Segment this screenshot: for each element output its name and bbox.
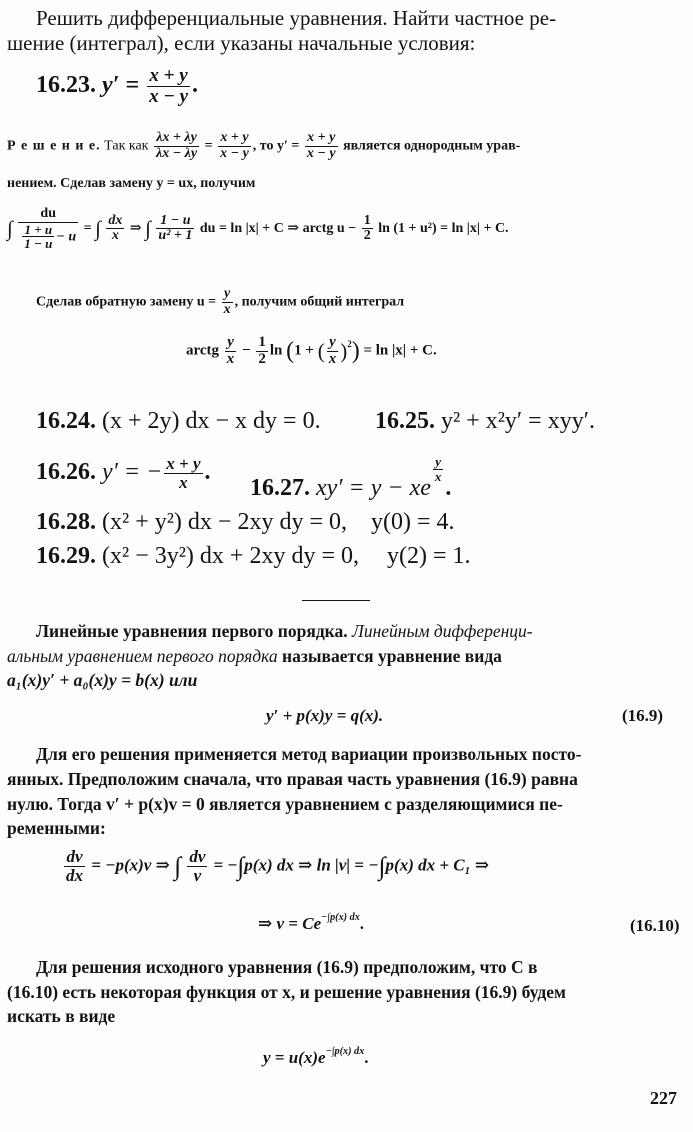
numerator: λx + λy	[154, 131, 199, 147]
problem-number: 16.26.	[36, 458, 96, 485]
equation: (x² + y²) dx − 2xy dy = 0,	[102, 509, 347, 535]
arrow: ⇒	[129, 221, 142, 237]
numerator: x + y	[166, 454, 201, 473]
fraction	[187, 848, 207, 885]
integral-sign: ∫	[7, 216, 13, 241]
page-number: 227	[650, 1088, 677, 1108]
numerator: 1 − u	[156, 214, 194, 230]
exponent: −∫p(x) dx	[325, 1046, 365, 1057]
solution-line-2: нением. Сделав замену y = ux, получим	[7, 176, 256, 191]
denominator: x − y	[149, 85, 189, 107]
numerator: x + y	[147, 66, 190, 87]
text: , получим общий интеграл	[234, 294, 405, 310]
y-solution	[263, 1046, 368, 1068]
back-substitution-line	[36, 287, 404, 317]
para-line-6: (16.10) есть некоторая функция от x, и решение уравнения (16.9) будем	[7, 982, 566, 1002]
intro-line-1: Решить дифференциальные уравнения. Найти частное ре-	[36, 6, 557, 30]
paren-open: (	[286, 337, 295, 364]
problem-16-26	[36, 455, 211, 492]
linear-line-3: a₁(x)y′ + a₀(x)y = b(x) или	[7, 670, 198, 690]
solution-line-1	[7, 131, 520, 161]
equation-number-16-10: (16.10)	[630, 916, 680, 935]
fraction	[154, 131, 199, 161]
fraction	[327, 335, 339, 368]
para-line-2: янных. Предположим сначала, что правая часть уравнения (16.9) равна	[7, 769, 578, 789]
initial-condition: y(0) = 4.	[370, 509, 455, 535]
fraction	[222, 287, 233, 317]
period: .	[204, 458, 211, 485]
equation: (x + 2y) dx − x dy = 0.	[102, 408, 321, 434]
problem-16-25	[375, 408, 595, 435]
period: .	[445, 474, 452, 501]
integral-sign: ∫	[145, 216, 151, 241]
denominator: dx	[66, 865, 83, 885]
integral-sign: ∫	[378, 851, 386, 881]
fraction	[106, 214, 124, 244]
solution-title: Р е ш е н и е.	[7, 138, 101, 154]
period: .	[192, 71, 199, 98]
para-line-4: ременными:	[7, 818, 106, 838]
denominator: x	[328, 350, 337, 367]
solution-text: Так как	[104, 138, 149, 154]
equation-lhs: y′ =	[102, 71, 140, 98]
denominator: x	[111, 228, 119, 244]
fraction	[147, 66, 190, 107]
para-line-3: нулю. Тогда v′ + p(x)v = 0 является уравнением с разделяющимися пе-	[7, 794, 563, 814]
integral-line	[7, 207, 509, 251]
denominator: x	[434, 468, 442, 484]
numerator: 1	[258, 334, 266, 350]
equation: y² + x²y′ = xyy′.	[441, 408, 595, 434]
equation-part: p(x) dx + C₁ ⇒	[385, 855, 490, 875]
problem-16-29	[36, 543, 471, 570]
text: Сделав обратную замену u =	[36, 294, 217, 310]
denominator: x − y	[306, 145, 336, 161]
fraction	[225, 335, 237, 368]
integral-rest: du = ln |x| + C ⇒ arctg u −	[199, 221, 357, 237]
equals: =	[83, 221, 92, 237]
numerator: dx	[108, 212, 123, 228]
equation-part: = −	[213, 855, 238, 875]
exponent-fraction	[433, 455, 444, 483]
ln: ln	[269, 342, 283, 359]
denominator: x − y	[220, 145, 249, 161]
numerator: y	[225, 335, 237, 352]
solution-text: является однородным урав-	[343, 138, 521, 154]
denominator: x	[223, 301, 231, 317]
numerator: x + y	[305, 131, 338, 147]
section-heading: Линейные уравнения первого порядка.	[36, 621, 348, 641]
italic-text: Линейным дифференци-	[352, 621, 533, 641]
para-line-5: Для решения исходного уравнения (16.9) предположим, что C в	[36, 957, 538, 977]
para-line-7: искать в виде	[7, 1006, 116, 1026]
equation: (x² − 3y²) dx + 2xy dy = 0,	[102, 543, 359, 569]
integral-sign: ∫	[95, 216, 101, 241]
numerator: dv	[189, 847, 206, 866]
problem-number: 16.27.	[250, 474, 310, 501]
minus-u: − u	[56, 229, 77, 245]
period: .	[364, 1048, 369, 1068]
denominator: 2	[363, 228, 371, 244]
problem-16-27	[250, 455, 451, 502]
numerator: du	[18, 207, 78, 223]
denominator: v	[193, 865, 202, 885]
equation-number-16-9: (16.9)	[622, 706, 664, 725]
integral-rest: ln (1 + u²) = ln |x| + C.	[378, 221, 509, 237]
general-integral	[186, 335, 437, 368]
exponent: 2	[347, 338, 352, 349]
equation-part: p(x) dx ⇒ ln |v| = −	[244, 855, 379, 875]
fraction	[18, 207, 78, 251]
equation-part: = −p(x)v ⇒	[91, 855, 170, 875]
integral-sign: ∫	[174, 851, 182, 881]
problem-16-28	[36, 509, 455, 536]
denominator: u² + 1	[158, 228, 193, 244]
fraction	[156, 214, 194, 244]
period: .	[359, 914, 365, 934]
fraction	[305, 131, 338, 161]
numerator: x + y	[218, 131, 251, 147]
nested-fraction	[22, 223, 54, 251]
denominator: x	[226, 350, 235, 367]
denominator: 2	[258, 350, 266, 367]
denominator: x	[179, 472, 188, 492]
denominator: 1 − u	[24, 236, 53, 252]
linear-line-1	[36, 621, 533, 642]
numerator: y	[433, 455, 444, 470]
integral-sign: ∫	[237, 851, 245, 881]
intro-line-2: шение (интеграл), если указаны начальные условия:	[7, 31, 476, 55]
numerator: dv	[64, 848, 85, 867]
exponent: −∫p(x) dx	[321, 912, 360, 923]
numerator: y	[327, 335, 339, 352]
problem-number: 16.25.	[375, 408, 435, 434]
paren-open: (	[317, 338, 325, 363]
v-solution	[258, 912, 364, 934]
equation-part: y = u(x)e	[263, 1048, 326, 1068]
numerator: 1 + u	[22, 223, 54, 238]
paren-close: )	[340, 338, 348, 363]
solution-text: , то y′ =	[252, 138, 300, 154]
fraction	[362, 214, 373, 244]
problem-number: 16.28.	[36, 509, 96, 535]
para-line-1: Для его решения применяется метод вариации произвольных посто-	[36, 744, 582, 764]
fraction	[256, 335, 268, 368]
fraction	[218, 131, 251, 161]
arctg: arctg	[186, 342, 220, 359]
section-divider	[302, 600, 370, 601]
rhs: = ln |x| + C.	[363, 342, 437, 359]
denominator: λx − λy	[155, 145, 198, 161]
numerator: y	[222, 287, 233, 303]
one-plus: 1 +	[294, 342, 314, 359]
equation-lhs: y′ = −	[102, 458, 163, 485]
equation-16-9: y′ + p(x)y = q(x).	[266, 706, 384, 725]
italic-text: альным уравнением первого порядка	[7, 646, 278, 666]
problem-number: 16.29.	[36, 543, 96, 569]
denominator	[18, 223, 78, 251]
problem-number: 16.23.	[36, 71, 96, 98]
linear-line-2	[7, 646, 502, 667]
fraction	[164, 455, 202, 492]
problem-16-24	[36, 408, 321, 435]
equation-part: ⇒ v = Ce	[258, 914, 322, 934]
equation: xy′ = y − xe	[316, 474, 431, 501]
separation-equation	[62, 848, 489, 885]
fraction	[64, 848, 85, 885]
problem-16-23	[36, 66, 198, 107]
problem-number: 16.24.	[36, 408, 96, 434]
minus: −	[242, 342, 251, 359]
numerator: 1	[363, 212, 371, 228]
paren-close: )	[351, 337, 360, 364]
equals: =	[204, 138, 213, 154]
initial-condition: y(2) = 1.	[386, 543, 471, 569]
text: называется уравнение вида	[282, 646, 502, 666]
